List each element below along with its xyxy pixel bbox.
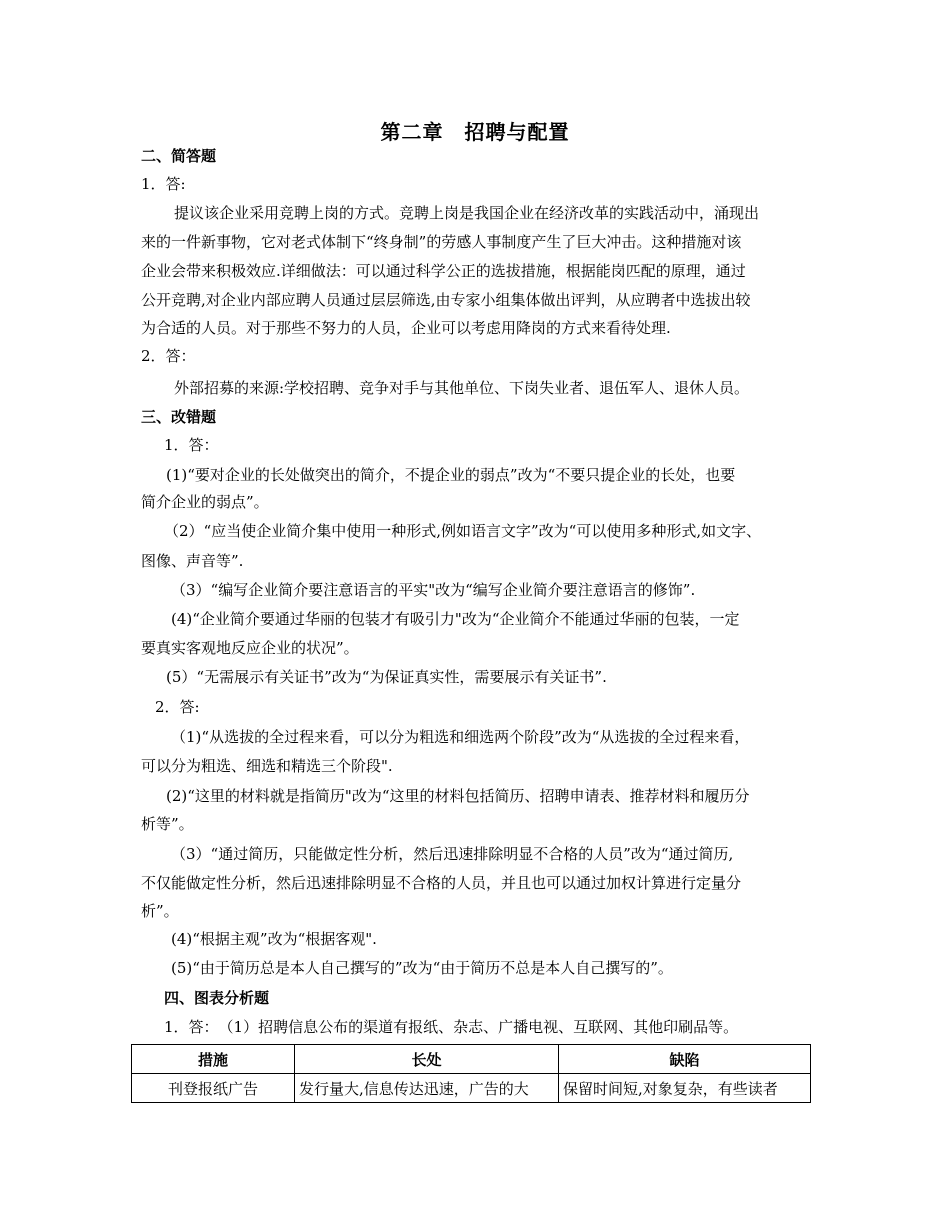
correction-line: (2)“这里的材料就是指简历"改为“这里的材料包括简历、招聘申请表、推荐材料和履历分	[166, 787, 750, 805]
answer-label-1: 1．答:	[141, 175, 186, 193]
section-heading-chart-analysis: 四、图表分析题	[164, 989, 270, 1007]
correction-line: （1)“从选拔的全过程来看，可以分为粗选和细选两个阶段”改为“从选拔的全过程来看，	[171, 728, 750, 746]
correction-line: 析等”。	[141, 815, 194, 833]
table-cell: 发行量大,信息传达迅速，广告的大	[295, 1074, 559, 1103]
table-header-row	[132, 1045, 811, 1074]
section-heading-correction: 三、改错题	[141, 408, 217, 426]
correction-line: (4)“根据主观”改为“根据客观".	[171, 930, 377, 948]
correction-line: 图像、声音等”.	[141, 552, 244, 570]
paragraph-line: 提议该企业采用竞聘上岗的方式。竞聘上岗是我国企业在经济改革的实践活动中，涌现出	[174, 204, 760, 222]
table-header-cell: 长处	[295, 1045, 559, 1074]
recruitment-channels-table	[131, 1044, 811, 1103]
correction-line: (5）“无需展示有关证书”改为“为保证真实性，需要展示有关证书”.	[166, 668, 607, 686]
table-header-cell: 措施	[132, 1045, 295, 1074]
correction-line: 不仅能做定性分析，然后迅速排除明显不合格的人员，并且也可以通过加权计算进行定量分	[141, 874, 742, 892]
answer-label-2: 2．答：	[141, 347, 196, 365]
chapter-title: 第二章 招聘与配置	[380, 120, 570, 144]
correction-line: （3）“通过简历，只能做定性分析，然后迅速排除明显不合格的人员”改为“通过简历,	[171, 845, 734, 863]
answer-line: 1．答： （1）招聘信息公布的渠道有报纸、杂志、广播电视、互联网、其他印刷品等。	[164, 1018, 739, 1036]
correction-line: (5)“由于简历总是本人自己撰写的”改为“由于简历不总是本人自己撰写的”。	[171, 959, 673, 977]
table-cell: 刊登报纸广告	[132, 1074, 295, 1103]
table-row	[132, 1074, 811, 1103]
answer-label-2: 2．答:	[155, 698, 200, 716]
correction-line: 析”。	[141, 902, 179, 920]
correction-line: (4)“企业简介要通过华丽的包装才有吸引力"改为“企业简介不能通过华丽的包装，一定	[171, 610, 740, 628]
answer-label-1: 1．答：	[164, 436, 219, 454]
correction-line: （3）“编写企业简介要注意语言的平实"改为“编写企业简介要注意语言的修饰”.	[171, 581, 696, 599]
correction-line: （2）“应当使企业简介集中使用一种形式,例如语言文字”改为“可以使用多种形式,如文字、	[164, 522, 762, 540]
paragraph-line: 企业会带来积极效应.详细做法：可以通过科学公正的选拔措施，根据能岗匹配的原理，通过	[141, 262, 746, 280]
correction-line: 简介企业的弱点”。	[141, 493, 269, 511]
correction-line: 可以分为粗选、细选和精选三个阶段".	[141, 757, 393, 775]
paragraph-line: 来的一件新事物，它对老式体制下“终身制”的劳感人事制度产生了巨大冲击。这种措施对该	[141, 233, 742, 251]
section-heading-short-answer: 二、简答题	[141, 147, 217, 165]
paragraph-line: 为合适的人员。对于那些不努力的人员，企业可以考虑用降岗的方式来看待处理.	[141, 319, 671, 337]
table-header-cell: 缺陷	[559, 1045, 811, 1074]
correction-line: 要真实客观地反应企业的状况”。	[141, 639, 359, 657]
correction-line: (1)“要对企业的长处做突出的简介，不提企业的弱点”改为“不要只提企业的长处，也要	[166, 466, 736, 484]
table-cell: 保留时间短,对象复杂，有些读者	[559, 1074, 811, 1103]
paragraph-line: 公开竞聘,对企业内部应聘人员通过层层筛选,由专家小组集体做出评判，从应聘者中选拔出较	[141, 291, 751, 309]
paragraph-line: 外部招募的来源:学校招聘、竞争对手与其他单位、下岗失业者、退伍军人、退休人员。	[174, 379, 750, 397]
